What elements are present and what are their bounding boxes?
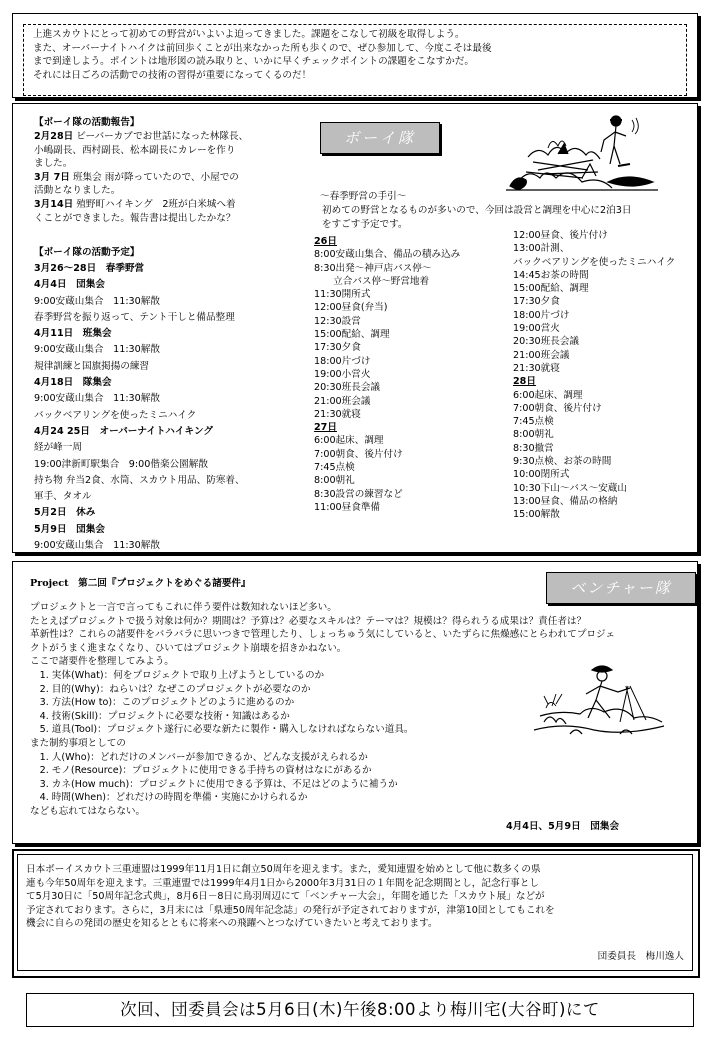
report-line [34, 184, 248, 198]
schedule-item: 13:00計測、 [513, 243, 570, 255]
anniversary-line: 連も今年50周年を迎えます。三重連盟では1999年4月1日から2000年3月31日の１年間を記念期間とし，記念行事とし [26, 877, 539, 889]
schedule-item: 8:30出発～神戸店バス停～ [314, 262, 432, 274]
report-date: 3月14日 [34, 198, 74, 210]
venture-line: 3. カネ(How much)：プロジェクトに使用できる予算は、不足はどのように補うか [30, 778, 398, 790]
schedule-item: 21:30就寝 [513, 362, 560, 374]
venture-line: 1. 人(Who)：どれだけのメンバーが参加できるか、どんな支援がえられるか [30, 751, 368, 763]
schedule-item: 6:00起床、調理 [314, 435, 384, 447]
venture-tag: ベンチャー隊 [546, 572, 696, 604]
schedule-day-heading: 27日 [314, 422, 337, 434]
schedule-item: 20:30班長会議 [513, 336, 580, 348]
plan-line: バックベアリングを使ったミニハイク [34, 409, 197, 421]
schedule-item: 11:00昼食準備 [314, 501, 381, 513]
schedule-item: 7:45点検 [314, 462, 355, 474]
intro-line: まで到達しよう。ポイントは地形図の読み取りと、いかに早くチェックポイントの課題をこなすかだ。 [33, 56, 475, 68]
plan-line: 19:00津新町駅集合 9:00偕楽公園解散 [34, 458, 208, 470]
schedule-day-heading: 28日 [513, 376, 536, 388]
report-line [34, 157, 248, 171]
venture-line: 2. 目的(Why)：ねらいは？なぜこのプロジェクトが必要なのか [30, 683, 311, 695]
plan-line: 9:00安蔵山集合 11:30解散 [34, 540, 160, 552]
plan-heading: 3月26～28日 春季野営 [34, 263, 145, 274]
camp-schedule-day1-2 [314, 235, 460, 514]
anniversary-line: 予定されております。さらに，3月末には「県連50周年記念誌」の発行が予定されておりますが，津第10団としてもこれを [26, 904, 555, 916]
venture-line: ここで諸要件を整理してみよう。 [30, 656, 174, 668]
schedule-item: 11:30開所式 [314, 289, 371, 301]
schedule-item: 18:00片づけ [513, 309, 570, 321]
anniversary-box [12, 849, 700, 978]
schedule-item: 7:45点検 [513, 416, 554, 428]
footer-box [26, 993, 694, 1027]
surveyor-illustration [530, 660, 670, 745]
schedule-item: 12:30設営 [314, 315, 361, 327]
schedule-day-heading: 26日 [314, 236, 337, 247]
schedule-item: 15:00解散 [513, 509, 560, 521]
report-date: 2月28日 [34, 131, 74, 142]
report-line [34, 130, 248, 144]
venture-line: プロジェクトと一言で言ってもこれに伴う要件は数知れないほど多い。 [30, 602, 337, 613]
venture-line: 4. 時間(When)：どれだけの時間を準備・実施にかけられるか [30, 792, 308, 804]
camp-desc-line: 初めての野営となるものが多いので、今回は設営と調理を中心に2泊3日 [322, 205, 632, 216]
schedule-item: 14:45お茶の時間 [513, 269, 589, 281]
schedule-item: 13:00昼食、備品の格納 [513, 495, 618, 507]
schedule-item: 15:00配給、調理 [513, 283, 589, 295]
anniversary-text [26, 863, 555, 931]
plan-heading: 5月9日 団集会 [34, 523, 105, 535]
venture-line: 2. モノ(Resource)：プロジェクトに使用できる手持ちの資材はなにがあるか [30, 765, 372, 777]
schedule-item: 8:30撤営 [513, 442, 554, 454]
report-line [34, 212, 248, 226]
footer-text: 次回、団委員会は5月6日(木)午後8:00より梅川宅(大谷町)にて [120, 1000, 600, 1019]
plan-heading: 5月2日 休み [34, 507, 96, 519]
schedule-item: 8:00朝礼 [314, 475, 355, 487]
plan-heading: 4月4日 団集会 [34, 279, 105, 291]
venture-line: 5. 道具(Tool)：プロジェクト遂行に必要な新たに製作・購入しなければならない道具。 [30, 724, 414, 736]
venture-line: 革新性は？これらの諸要件をバラバラに思いつきで管理したり、しょっちゅう気にしていると、いたずらに焦燥感にとらわれてプロジェ [30, 629, 616, 641]
plan-line: 9:00安蔵山集合 11:30解散 [34, 344, 160, 356]
schedule-item: 21:00班会議 [513, 349, 570, 361]
schedule-item: 8:00安蔵山集合、備品の積み込み [314, 249, 461, 261]
schedule-item: 立合バス停～野営地着 [314, 275, 430, 287]
anniversary-line: 機会に自らの発団の歴史を知るとともに将来への飛躍へとつなげていきたいと考えております。 [26, 918, 438, 930]
plan-heading: 4月24 25日 オーバーナイトハイキング [34, 425, 213, 437]
schedule-item: 9:30点検、お茶の時間 [513, 456, 612, 468]
boy-report-list [34, 130, 248, 225]
schedule-item: 17:30夕食 [314, 342, 361, 354]
venture-line: 4. 技術(Skill)：プロジェクトに必要な技術・知識はあるか [30, 710, 290, 722]
intro-line: また、オーバーナイトハイクは前回歩くことが出来なかった所も歩くので、ぜひ参加して、今度こそは最後 [33, 42, 492, 54]
schedule-item: 17:30夕食 [513, 296, 560, 308]
schedule-item: 21:30就寝 [314, 408, 361, 420]
venture-line: クトがうまく進まなくなり、ひいてはプロジェクト崩壊を招きかねない。 [30, 642, 347, 654]
schedule-item: 7:00朝食、後片付け [314, 448, 403, 460]
report-date: 3月 7日 [34, 171, 70, 183]
report-text: 活動となりました。 [34, 185, 121, 197]
intro-text [33, 28, 492, 82]
report-text: くことができました。報告書は提出したかな？ [34, 212, 236, 224]
schedule-item: 7:00朝食、後片付け [513, 402, 602, 414]
intro-box [12, 13, 698, 98]
report-text: 小嶋副長、西村副長、松本副長にカレーを作り [34, 144, 236, 156]
schedule-item: 20:30班長会議 [314, 382, 381, 394]
plan-line: 経が峰一周 [34, 442, 82, 454]
camp-schedule-day2-3 [513, 229, 675, 522]
camp-desc-line: をすごす予定です。 [322, 218, 408, 230]
anniversary-line: て5月30日に「50周年記念式典」，8月6日－8日に鳥羽周辺にて「ベンチャー大会」，年間を通じた「スカウト展」などが [26, 891, 545, 903]
schedule-item: 12:00昼食、後片付け [513, 230, 608, 241]
camp-guide-desc [322, 204, 631, 231]
intro-line: 上進スカウトにとって初めての野営がいよいよ迫ってきました。課題をこなして初級を取得しよう。 [33, 29, 465, 40]
schedule-item: 12:00昼食(弁当) [314, 302, 388, 314]
plan-line: 9:00安蔵山集合 11:30解散 [34, 295, 160, 307]
plan-line: 持ち物 弁当2食、水筒、スカウト用品、防寒着、 [34, 474, 245, 486]
schedule-item: 8:00朝礼 [513, 429, 554, 441]
schedule-item: バックベアリングを使ったミニハイク [513, 256, 676, 268]
boy-plan-list [34, 261, 245, 554]
venture-line: また制約事項としての [30, 737, 126, 749]
camp-guide-title: ～春季野営の手引～ [320, 191, 407, 202]
venture-body [30, 601, 615, 819]
plan-line: 軍手、タオル [34, 491, 92, 503]
schedule-item: 8:30設営の練習など [314, 488, 403, 500]
boy-tag: ボーイ隊 [320, 122, 440, 154]
venture-line: たとえばプロジェクトで扱う対象は何か？期間は？予算は？必要なスキルは？テーマは？規模は？得られうる成果は？責任者は？ [30, 615, 587, 627]
report-line [34, 171, 248, 185]
schedule-item: 21:00班会議 [314, 395, 371, 407]
venture-schedule: 4月4日、5月9日 団集会 [506, 821, 620, 832]
schedule-item: 15:00配給、調理 [314, 329, 390, 341]
schedule-item: 19:00小営火 [314, 368, 371, 380]
anniversary-signature: 団委員長 梅川逸人 [597, 951, 684, 962]
schedule-item: 19:00営火 [513, 323, 560, 335]
plan-line: 規律訓練と国旗掲揚の練習 [34, 360, 150, 372]
venture-title: Project 第二回『プロジェクトをめぐる諸要件』 [30, 578, 251, 589]
schedule-item: 18:00片づけ [314, 355, 371, 367]
report-text: 班集会 雨が降っていたので、小屋での [69, 171, 239, 183]
schedule-item: 6:00起床、調理 [513, 389, 583, 401]
plan-heading: 4月11日 班集会 [34, 328, 112, 340]
boy-plan-title: 【ボーイ隊の活動予定】 [34, 247, 140, 258]
plan-line: 9:00安蔵山集合 11:30解散 [34, 393, 160, 405]
report-line [34, 144, 248, 158]
plan-heading: 4月18日 隊集会 [34, 377, 112, 389]
anniversary-line: 日本ボーイスカウト三重連盟は1999年11月1日に創立50周年を迎えます。また，愛知連盟を始めとして他に数多くの県 [26, 864, 541, 875]
report-text: 殖野町ハイキング 2班が白米城へ着 [73, 198, 236, 210]
report-text: ました。 [34, 158, 73, 170]
scout-campfire-illustration [498, 112, 668, 197]
venture-line: 1. 実体(What)：何をプロジェクトで取り上げようとしているのか [30, 669, 325, 681]
schedule-item: 10:30下山～バス～安蔵山 [513, 482, 627, 494]
venture-line: 3. 方法(How to)：このプロジェクトどのように進めるのか [30, 697, 295, 709]
report-text: ビーバーカブでお世話になった林隊長、 [73, 131, 249, 142]
plan-line: 春季野営を振り返って、テント干しと備品整理 [34, 311, 235, 323]
intro-line: それには日ごろの活動での技術の習得が重要になってくるのだ！ [33, 69, 312, 81]
schedule-item: 10:00閉所式 [513, 469, 570, 481]
report-line [34, 198, 248, 212]
venture-line: なども忘れてはならない。 [30, 805, 146, 817]
boy-report-title: 【ボーイ隊の活動報告】 [34, 117, 140, 128]
